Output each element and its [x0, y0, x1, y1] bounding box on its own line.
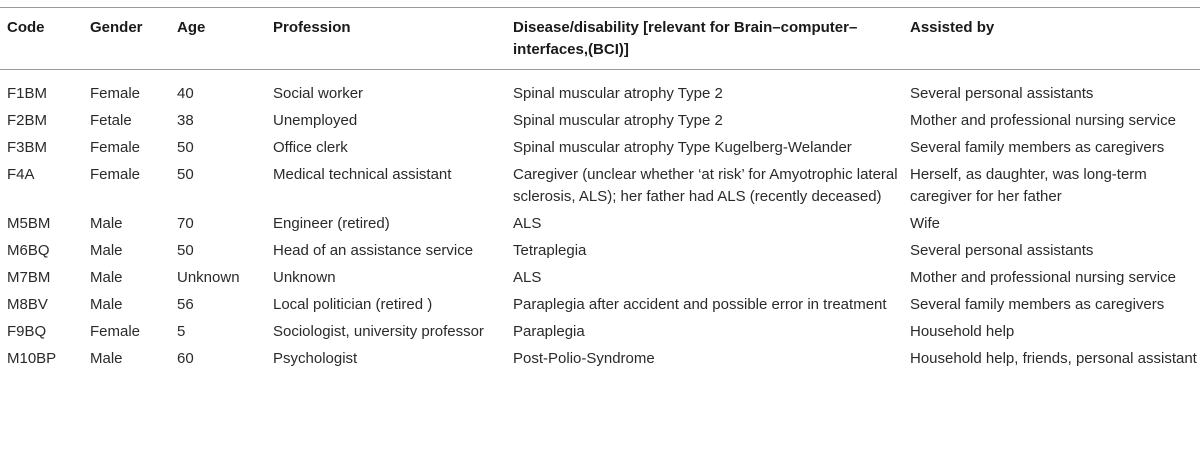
cell-age: Unknown	[177, 269, 240, 286]
cell-gender: Male	[90, 350, 123, 367]
table-body	[0, 70, 1200, 374]
cell-disease: Caregiver (unclear whether ‘at risk’ for Amyotrophic lateral sclerosis, ALS); her father had ALS (recently deceased)	[513, 166, 898, 205]
cell-assisted-by: Herself, as daughter, was long-term caregiver for her father	[910, 166, 1147, 205]
table-row	[0, 292, 1200, 319]
cell-profession: Medical technical assistant	[273, 166, 452, 183]
cell-code: F1BM	[7, 85, 48, 102]
cell-assisted-by: Several family members as caregivers	[910, 139, 1165, 156]
table-row	[0, 108, 1200, 135]
table-row	[0, 265, 1200, 292]
header-code: Code	[7, 19, 45, 36]
cell-gender: Male	[90, 215, 123, 232]
cell-gender: Male	[90, 269, 123, 286]
table-row	[0, 211, 1200, 238]
cell-profession: Office clerk	[273, 139, 348, 156]
cell-age: 40	[177, 85, 194, 102]
header-disease: Disease/disability [relevant for Brain–computer–interfaces,(BCI)]	[513, 19, 858, 58]
header-age: Age	[177, 19, 206, 36]
cell-age: 50	[177, 242, 194, 259]
table-row	[0, 162, 1200, 211]
cell-assisted-by: Mother and professional nursing service	[910, 112, 1176, 129]
table-row	[0, 238, 1200, 265]
table-row	[0, 319, 1200, 346]
cell-code: M6BQ	[7, 242, 50, 259]
cell-code: F3BM	[7, 139, 48, 156]
cell-age: 38	[177, 112, 194, 129]
cell-assisted-by: Several family members as caregivers	[910, 296, 1165, 313]
cell-profession: Psychologist	[273, 350, 358, 367]
cell-code: M7BM	[7, 269, 51, 286]
cell-assisted-by: Mother and professional nursing service	[910, 269, 1176, 286]
cell-age: 50	[177, 139, 194, 156]
header-row	[0, 8, 1200, 70]
header-profession: Profession	[273, 19, 351, 36]
cell-gender: Female	[90, 166, 141, 183]
table-row	[0, 135, 1200, 162]
cell-age: 60	[177, 350, 194, 367]
table-header	[0, 8, 1200, 70]
header-assisted-by: Assisted by	[910, 19, 995, 36]
cell-profession: Engineer (retired)	[273, 215, 390, 232]
cell-code: M10BP	[7, 350, 57, 367]
table-row	[0, 346, 1200, 373]
cell-gender: Fetale	[90, 112, 132, 129]
cell-assisted-by: Several personal assistants	[910, 242, 1094, 259]
header-gender: Gender	[90, 19, 143, 36]
cell-disease: Tetraplegia	[513, 242, 587, 259]
cell-code: M5BM	[7, 215, 51, 232]
cell-gender: Female	[90, 139, 141, 156]
cell-assisted-by: Household help, friends, personal assistant	[910, 350, 1197, 367]
cell-gender: Male	[90, 242, 123, 259]
cell-disease: Post-Polio-Syndrome	[513, 350, 655, 367]
cell-age: 56	[177, 296, 194, 313]
cell-disease: Spinal muscular atrophy Type 2	[513, 112, 723, 129]
cell-assisted-by: Household help	[910, 323, 1015, 340]
cell-profession: Unknown	[273, 269, 336, 286]
cell-gender: Female	[90, 85, 141, 102]
cell-age: 50	[177, 166, 194, 183]
cell-disease: Spinal muscular atrophy Type Kugelberg-Welander	[513, 139, 852, 156]
cell-assisted-by: Wife	[910, 215, 940, 232]
cell-disease: Paraplegia after accident and possible error in treatment	[513, 296, 887, 313]
cell-profession: Unemployed	[273, 112, 358, 129]
cell-profession: Head of an assistance service	[273, 242, 474, 259]
cell-age: 5	[177, 323, 186, 340]
cell-disease: Spinal muscular atrophy Type 2	[513, 85, 723, 102]
cell-age: 70	[177, 215, 194, 232]
cell-profession: Local politician (retired )	[273, 296, 433, 313]
cell-assisted-by: Several personal assistants	[910, 85, 1094, 102]
participants-table	[0, 7, 1200, 373]
cell-code: F9BQ	[7, 323, 47, 340]
cell-code: M8BV	[7, 296, 48, 313]
cell-profession: Sociologist, university professor	[273, 323, 484, 340]
cell-disease: ALS	[513, 269, 542, 286]
cell-profession: Social worker	[273, 85, 364, 102]
cell-code: F4A	[7, 166, 35, 183]
cell-gender: Female	[90, 323, 141, 340]
cell-gender: Male	[90, 296, 123, 313]
cell-disease: ALS	[513, 215, 542, 232]
cell-code: F2BM	[7, 112, 48, 129]
table-row	[0, 70, 1200, 109]
cell-disease: Paraplegia	[513, 323, 585, 340]
